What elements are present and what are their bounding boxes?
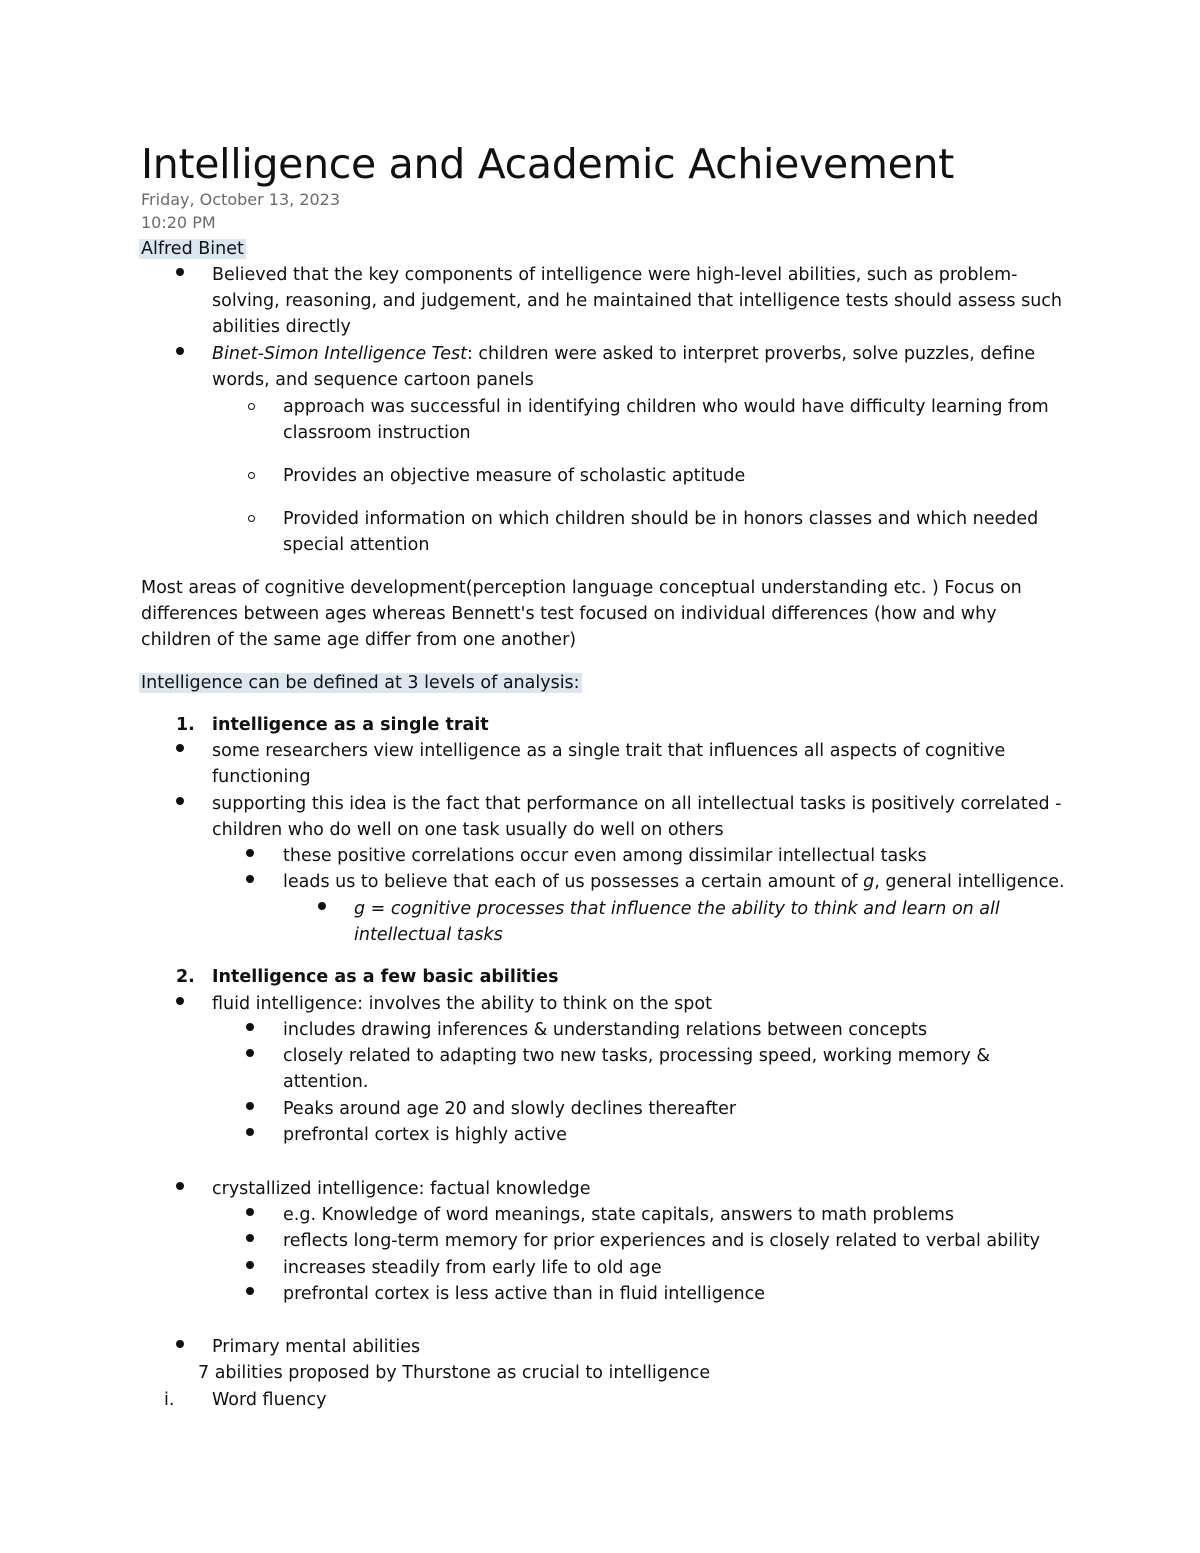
list-item-continuation: solving, reasoning, and judgement, and he maintained that intelligence tests should assess such bbox=[212, 291, 1063, 311]
sub-list-item: increases steadily from early life to old age bbox=[283, 1258, 662, 1278]
list-number: 2. bbox=[176, 967, 195, 987]
list-item: Binet-Simon Intelligence Test: children were asked to interpret proverbs, solve puzzles, define bbox=[212, 344, 1036, 364]
sub-list-item-continuation: special attention bbox=[283, 535, 430, 555]
list-item: supporting this idea is the fact that performance on all intellectual tasks is positively correlated - bbox=[212, 794, 1062, 814]
sub-list-item: e.g. Knowledge of word meanings, state capitals, answers to math problems bbox=[283, 1205, 954, 1225]
bullet-icon bbox=[246, 1261, 254, 1269]
sub-list-item: prefrontal cortex is less active than in fluid intelligence bbox=[283, 1284, 765, 1304]
bullet-icon bbox=[246, 1049, 254, 1057]
roman-list-item: Word fluency bbox=[212, 1390, 327, 1410]
list-number: 1. bbox=[176, 715, 195, 735]
bullet-icon bbox=[176, 797, 184, 805]
sub-list-item-continuation: attention. bbox=[283, 1072, 369, 1092]
bullet-icon bbox=[246, 1234, 254, 1242]
level-title: intelligence as a single trait bbox=[212, 715, 489, 735]
list-item-continuation: abilities directly bbox=[212, 317, 351, 337]
bullet-icon bbox=[176, 347, 184, 355]
level-title: Intelligence as a few basic abilities bbox=[212, 967, 559, 987]
paragraph-line: Most areas of cognitive development(perception language conceptual understanding etc. ) Focus on bbox=[141, 578, 1022, 598]
sub-list-item: Provided information on which children should be in honors classes and which needed bbox=[283, 509, 1039, 529]
bullet-icon bbox=[246, 1023, 254, 1031]
page-time: 10:20 PM bbox=[141, 213, 216, 232]
sub-list-item-continuation: classroom instruction bbox=[283, 423, 471, 443]
bullet-icon bbox=[246, 1208, 254, 1216]
sub-list-item: leads us to believe that each of us possesses a certain amount of g, general intelligence. bbox=[283, 872, 1065, 892]
sub-list-item: approach was successful in identifying children who would have difficulty learning from bbox=[283, 397, 1049, 417]
bullet-icon bbox=[246, 875, 254, 883]
sub-list-item: Provides an objective measure of scholastic aptitude bbox=[283, 466, 746, 486]
bullet-icon bbox=[246, 1287, 254, 1295]
list-item-continuation: children who do well on one task usually do well on others bbox=[212, 820, 724, 840]
bullet-icon bbox=[246, 1128, 254, 1136]
list-item-continuation: words, and sequence cartoon panels bbox=[212, 370, 534, 390]
list-item: crystallized intelligence: factual knowledge bbox=[212, 1179, 591, 1199]
bullet-icon bbox=[176, 1340, 184, 1348]
sub-bullet-icon bbox=[248, 472, 255, 479]
paragraph-line: children of the same age differ from one another) bbox=[141, 630, 577, 650]
list-item: Believed that the key components of intelligence were high-level abilities, such as problem- bbox=[212, 265, 1018, 285]
sub-sub-list-item: g = cognitive processes that influence the ability to think and learn on all bbox=[354, 899, 1000, 919]
page-title: Intelligence and Academic Achievement bbox=[141, 140, 954, 188]
bullet-icon bbox=[176, 1182, 184, 1190]
list-item: fluid intelligence: involves the ability to think on the spot bbox=[212, 994, 712, 1014]
bullet-icon bbox=[176, 997, 184, 1005]
sub-list-item: Peaks around age 20 and slowly declines thereafter bbox=[283, 1099, 737, 1119]
list-item: some researchers view intelligence as a single trait that influences all aspects of cognitive bbox=[212, 741, 1006, 761]
paragraph-line: differences between ages whereas Bennett's test focused on individual differences (how and why bbox=[141, 604, 997, 624]
sub-list-item: includes drawing inferences & understanding relations between concepts bbox=[283, 1020, 928, 1040]
list-item: Primary mental abilities bbox=[212, 1337, 421, 1357]
bullet-icon bbox=[246, 1102, 254, 1110]
section-heading-alfred-binet: Alfred Binet bbox=[141, 239, 244, 259]
sub-list-item: these positive correlations occur even among dissimilar intellectual tasks bbox=[283, 846, 927, 866]
sub-bullet-icon bbox=[248, 403, 255, 410]
sub-list-item: closely related to adapting two new tasks, processing speed, working memory & bbox=[283, 1046, 991, 1066]
bullet-icon bbox=[176, 268, 184, 276]
list-note: 7 abilities proposed by Thurstone as crucial to intelligence bbox=[198, 1363, 711, 1383]
sub-list-item: prefrontal cortex is highly active bbox=[283, 1125, 567, 1145]
sub-bullet-icon bbox=[248, 515, 255, 522]
bullet-icon bbox=[176, 744, 184, 752]
sub-sub-list-item-continuation: intellectual tasks bbox=[354, 925, 503, 945]
bullet-icon bbox=[318, 902, 326, 910]
bullet-icon bbox=[246, 849, 254, 857]
roman-numeral: i. bbox=[164, 1390, 175, 1410]
levels-heading: Intelligence can be defined at 3 levels of analysis: bbox=[141, 673, 580, 693]
sub-list-item: reflects long-term memory for prior experiences and is closely related to verbal ability bbox=[283, 1231, 1041, 1251]
page-date: Friday, October 13, 2023 bbox=[141, 190, 341, 209]
list-item-continuation: functioning bbox=[212, 767, 311, 787]
